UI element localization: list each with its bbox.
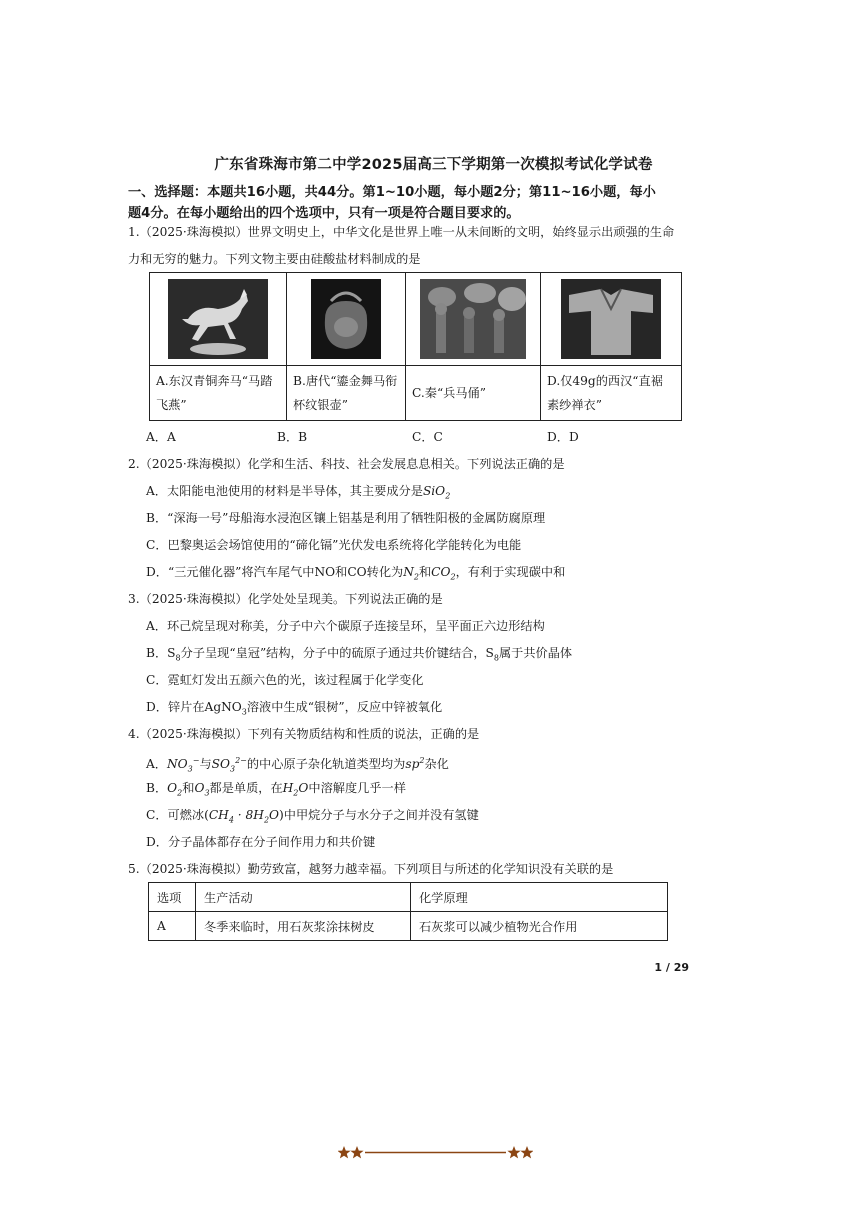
relic-image-cell-b: [287, 273, 406, 366]
table-header-row: [149, 883, 668, 912]
table-header-cell: 选项: [149, 883, 196, 912]
relic-caption-c: C.秦“兵马俑”: [406, 366, 541, 421]
question-2-stem: 2.（2025·珠海模拟）化学和生活、科技、社会发展息息相关。下列说法正确的是: [128, 457, 565, 471]
question-5-stem: 5.（2025·珠海模拟）勤劳致富，越努力越幸福。下列项目与所述的化学知识没有关联的是: [128, 862, 614, 876]
question-4-option-d: D．分子晶体都存在分子间作用力和共价键: [146, 835, 376, 849]
question-1-relics-table: [149, 272, 682, 421]
section-heading-line1: 一、选择题：本题共16小题，共44分。第1~10小题，每小题2分；第11~16小题，每小: [128, 185, 656, 200]
table-header-cell: 生产活动: [196, 883, 411, 912]
relic-image-cell-c: [406, 273, 541, 366]
section-heading-line2: 题4分。在每小题给出的四个选项中，只有一项是符合题目要求的。: [128, 206, 520, 221]
table-row: [149, 912, 668, 941]
question-3-option-c: C．霓虹灯发出五颜六色的光，该过程属于化学变化: [146, 673, 424, 687]
question-2-option-d: D．“三元催化器”将汽车尾气中NO和CO转化为$N_2$和$CO_2$，有利于实现碳中和: [146, 565, 566, 582]
table-header-cell: 化学原理: [411, 883, 668, 912]
choice-b: B．B: [277, 430, 308, 444]
relic-image-cell-a: [150, 273, 287, 366]
question-4-stem: 4.（2025·珠海模拟）下列有关物质结构和性质的说法，正确的是: [128, 727, 480, 741]
footer-ornament: [338, 1143, 533, 1161]
star-icon: [507, 1146, 533, 1158]
question-4-option-b: B．$O_2$和$O_3$都是单质，在$H_2O$中溶解度几乎一样: [146, 781, 406, 798]
question-2-option-c: C．巴黎奥运会场馆使用的“碲化镉”光伏发电系统将化学能转化为电能: [146, 538, 522, 552]
table-cell: 冬季来临时，用石灰浆涂抹树皮: [196, 912, 411, 941]
page-number: 1 / 29: [654, 961, 689, 974]
question-3-option-d: D．锌片在AgNO$_3$溶液中生成“银树”，反应中锌被氧化: [146, 700, 443, 717]
question-3-option-a: A．环己烷呈现对称美，分子中六个碳原子连接呈环，呈平面正六边形结构: [146, 619, 545, 633]
question-3-option-b: B．$S_8$分子呈现“皇冠”结构，分子中的硫原子通过共价键结合，$S_8$属于共价晶体: [146, 646, 573, 663]
question-1-stem: [128, 219, 743, 272]
question-4-option-a: A．$NO_3^-$与$SO_3^{2-}$的中心原子杂化轨道类型均为$sp^2$杂化: [146, 756, 449, 774]
table-cell: A: [149, 912, 196, 941]
question-3-stem: 3.（2025·珠海模拟）化学处处呈现美。下列说法正确的是: [128, 592, 443, 606]
question-2-option-a: A．太阳能电池使用的材料是半导体，其主要成分是SiO$_2$: [146, 484, 451, 501]
relic-image-cell-d: [541, 273, 682, 366]
star-icon: [338, 1146, 364, 1158]
choice-d: D．D: [547, 430, 579, 444]
choice-a: A．A: [146, 430, 176, 444]
question-2-option-b: B．“深海一号”母船海水浸泡区镶上铝基是利用了牺牲阳极的金属防腐原理: [146, 511, 546, 525]
question-1-line1: 1.（2025·珠海模拟）世界文明史上，中华文化是世界上唯一从未间断的文明，始终显示出顽强的生命: [128, 225, 675, 239]
bronze-horse-image: [168, 279, 268, 359]
question-1-line2: 力和无穷的魅力。下列文物主要由硅酸盐材料制成的是: [128, 251, 421, 266]
table-cell: 石灰浆可以减少植物光合作用: [411, 912, 668, 941]
relic-caption-a: A.东汉青铜奔马“马踏飞燕”: [150, 366, 287, 421]
choice-c: C．C: [412, 430, 443, 444]
section-heading: [128, 182, 743, 224]
relic-caption-d: D.仅49g的西汉“直裾素纱禅衣”: [541, 366, 682, 421]
terracotta-warriors-image: [420, 279, 526, 359]
page-title: 广东省珠海市第二中学2025届高三下学期第一次模拟考试化学试卷: [214, 157, 653, 173]
silver-pot-image: [311, 279, 381, 359]
question-4-option-c: C．可燃冰$(CH_4 \cdot 8H_2O)$中甲烷分子与水分子之间并没有氢键: [146, 808, 479, 825]
question-5-table: [148, 882, 668, 941]
relic-caption-b: B.唐代“鎏金舞马衔杯纹银壶”: [287, 366, 406, 421]
silk-robe-image: [561, 279, 661, 359]
